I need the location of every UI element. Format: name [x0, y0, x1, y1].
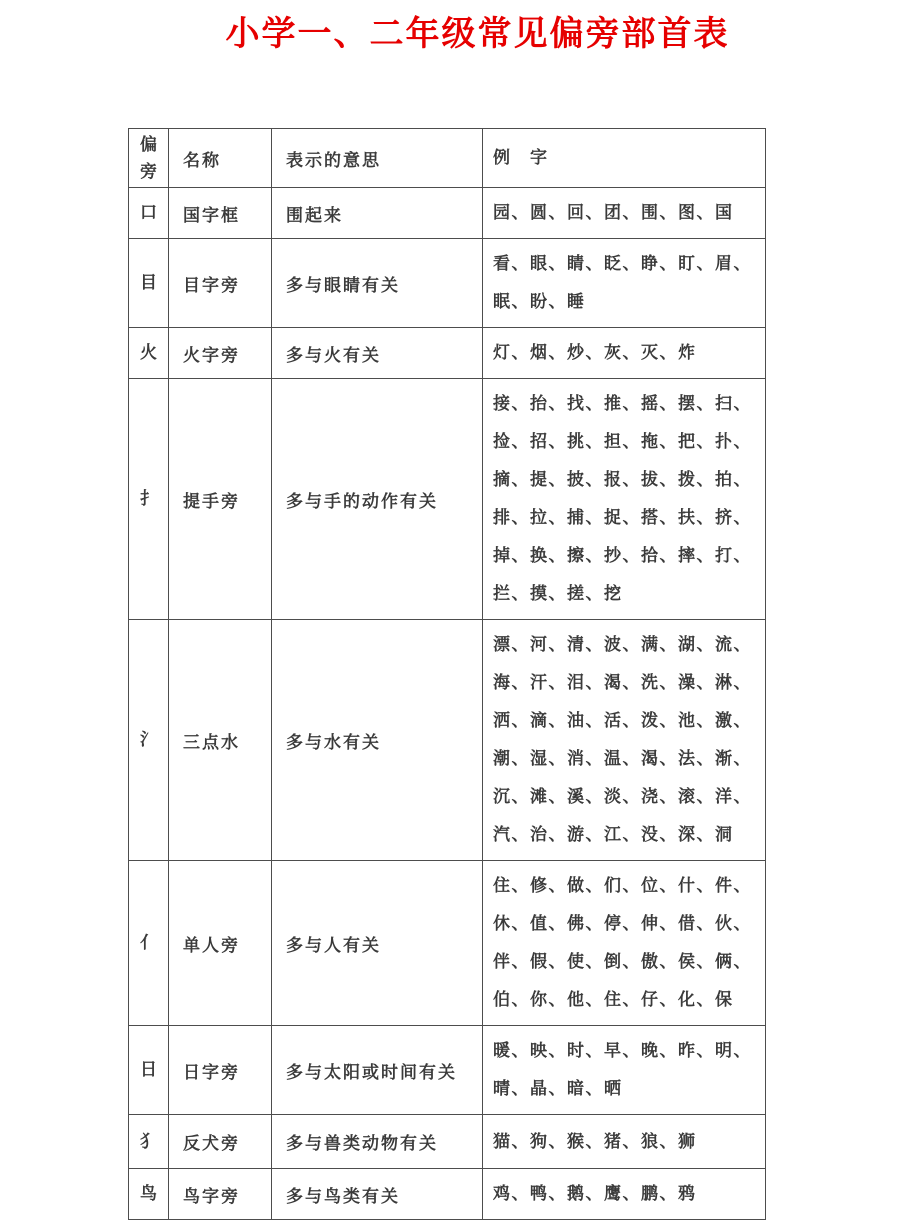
header-meaning: 表示的意思 [272, 129, 483, 188]
meaning-cell: 多与兽类动物有关 [272, 1115, 483, 1169]
table-row [129, 620, 766, 861]
radical-cell: 目 [129, 239, 169, 328]
radical-cell: 亻 [129, 861, 169, 1026]
header-radical: 偏旁 [129, 129, 169, 188]
table-row [129, 1026, 766, 1115]
meaning-cell: 多与鸟类有关 [272, 1169, 483, 1220]
meaning-cell: 多与手的动作有关 [272, 379, 483, 620]
table-row [129, 239, 766, 328]
table-row [129, 861, 766, 1026]
meaning-cell: 多与火有关 [272, 328, 483, 379]
radical-cell: 日 [129, 1026, 169, 1115]
examples-cell: 看、眼、睛、眨、睁、盯、眉、眠、盼、睡 [483, 239, 766, 328]
meaning-cell: 多与眼睛有关 [272, 239, 483, 328]
table-row [129, 328, 766, 379]
name-cell: 反犬旁 [169, 1115, 272, 1169]
name-cell: 日字旁 [169, 1026, 272, 1115]
radicals-table [128, 128, 766, 1220]
header-examples: 例 字 [483, 129, 766, 188]
name-cell: 三点水 [169, 620, 272, 861]
name-cell: 鸟字旁 [169, 1169, 272, 1220]
radical-cell: 犭 [129, 1115, 169, 1169]
radical-cell: 火 [129, 328, 169, 379]
radical-cell: 氵 [129, 620, 169, 861]
name-cell: 国字框 [169, 188, 272, 239]
table-row [129, 188, 766, 239]
table-header-row [129, 129, 766, 188]
name-cell: 单人旁 [169, 861, 272, 1026]
examples-cell: 园、圆、回、团、围、图、国 [483, 188, 766, 239]
examples-cell: 暖、映、时、早、晚、昨、明、晴、晶、暗、晒 [483, 1026, 766, 1115]
meaning-cell: 多与人有关 [272, 861, 483, 1026]
page-title: 小学一、二年级常见偏旁部首表 [225, 15, 730, 53]
radical-cell: 鸟 [129, 1169, 169, 1220]
name-cell: 火字旁 [169, 328, 272, 379]
meaning-cell: 多与水有关 [272, 620, 483, 861]
examples-cell: 漂、河、清、波、满、湖、流、海、汗、泪、渴、洗、澡、淋、洒、滴、油、活、泼、池、激、潮、湿、消、温、渴、法、渐、沉、滩、溪、淡、浇、滚、洋、汽、治、游、江、没、深、洞 [483, 620, 766, 861]
meaning-cell: 多与太阳或时间有关 [272, 1026, 483, 1115]
header-name: 名称 [169, 129, 272, 188]
radical-cell: 口 [129, 188, 169, 239]
radical-cell: 扌 [129, 379, 169, 620]
table-row [129, 1115, 766, 1169]
examples-cell: 接、抬、找、推、摇、摆、扫、捡、招、挑、担、拖、把、扑、摘、提、披、报、拔、拨、拍、排、拉、捕、捉、搭、扶、挤、掉、换、擦、抄、拾、摔、打、拦、摸、搓、挖 [483, 379, 766, 620]
name-cell: 提手旁 [169, 379, 272, 620]
examples-cell: 住、修、做、们、位、什、件、休、值、佛、停、伸、借、伙、伴、假、使、倒、傲、侯、俩、伯、你、他、住、仔、化、保 [483, 861, 766, 1026]
meaning-cell: 围起来 [272, 188, 483, 239]
name-cell: 目字旁 [169, 239, 272, 328]
examples-cell: 鸡、鸭、鹅、鹰、鹏、鸦 [483, 1169, 766, 1220]
examples-cell: 灯、烟、炒、灰、灭、炸 [483, 328, 766, 379]
table-row [129, 379, 766, 620]
examples-cell: 猫、狗、猴、猪、狼、狮 [483, 1115, 766, 1169]
table-row [129, 1169, 766, 1220]
